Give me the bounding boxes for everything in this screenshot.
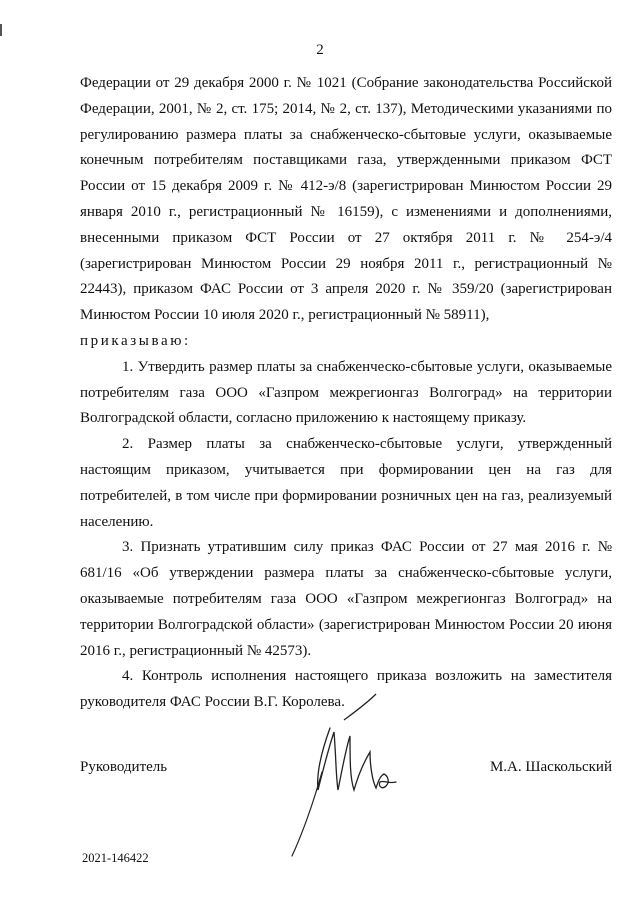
handwritten-signature (282, 690, 402, 860)
signer-position: Руководитель (80, 759, 168, 775)
clause-4: 4. Контроль исполнения настоящего приказа возложить на заместителя руководителя ФАС России В.Г. Королева. (80, 668, 612, 711)
page-edge-mark (0, 24, 2, 36)
document-id: 2021-146422 (82, 851, 149, 865)
clause-3: 3. Признать утратившим силу приказ ФАС России от 27 мая 2016 г. № 681/16 «Об утверждении размера платы за снабженческо-сбытовые услуги, оказываемые потребителям газа ООО «Газпром межрегионгаз Волгоград» на территории Волгоградской области» (зарегистрирован Минюстом России 20 июня 2016 г., регистрационный № 42573). (80, 539, 612, 659)
signer-name: М.А. Шаскольский (489, 759, 612, 775)
preamble-paragraph: Федерации от 29 декабря 2000 г. № 1021 (Собрание законодательства Российской Федерации, 2001, № 2, ст. 175; 2014, № 2, ст. 137), Методическими указаниями по регулированию размера платы за снабженческо-сбытовые услуги, оказываемые конечным потребителям поставщиками газа, утвержденными приказом ФСТ России от 15 декабря 2009 г. № 412-э/8 (зарегистрирован Минюстом России 29 января 2010 г., регистрационный № 16159), с изменениями и дополнениями, внесенными приказом ФСТ России от 27 октября 2011 г. № 254-э/4 (зарегистрирован Минюстом России 29 ноября 2011 г., регистрационный № 22443), приказом ФАС России от 3 апреля 2020 г. № 359/20 (зарегистрирован Минюстом России 10 июля 2020 г., регистрационный № 58911), (80, 75, 612, 324)
order-keyword: приказываю: (80, 332, 191, 349)
page-number: 2 (316, 42, 324, 58)
clause-1: 1. Утвердить размер платы за снабженческо-сбытовые услуги, оказываемые потребителям газа ООО «Газпром межрегионгаз Волгоград» на территории Волгоградской области, согласно приложению к настоящему приказу. (80, 358, 612, 427)
document-body (80, 71, 612, 716)
clause-2: 2. Размер платы за снабженческо-сбытовые услуги, утвержденный настоящим приказом, учитывается при формировании цен на газ для потребителей, в том числе при формировании розничных цен на газ, реализуемый населению. (80, 436, 612, 530)
